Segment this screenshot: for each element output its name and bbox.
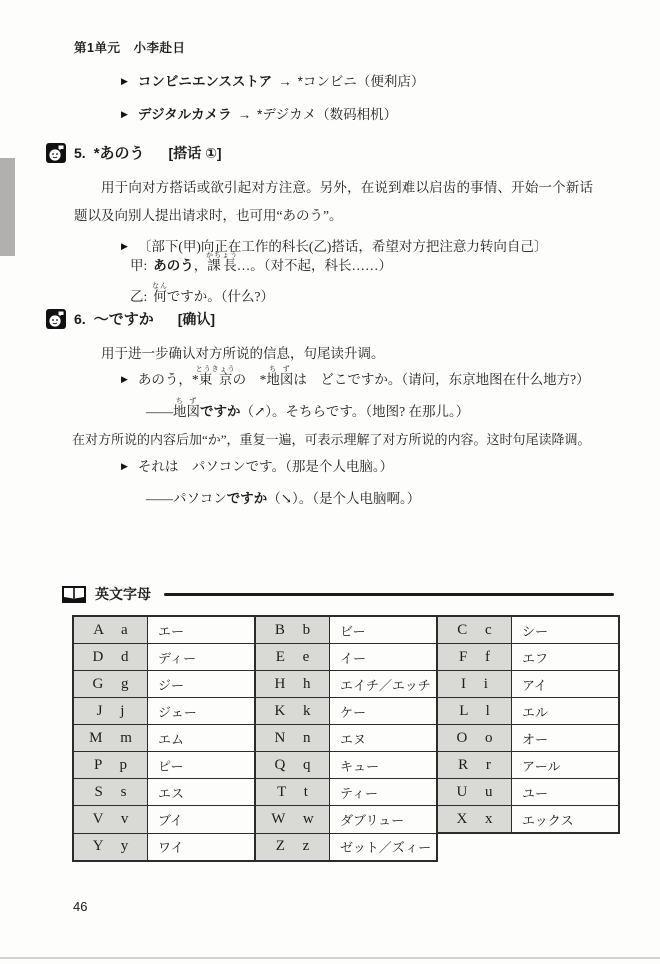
alphabet-kana-cell: エム [148, 725, 256, 752]
alphabet-letter-cell: L l [437, 698, 512, 725]
alphabet-kana-cell: ジー [148, 671, 256, 698]
alphabet-letter-cell: O o [437, 725, 512, 752]
alphabet-kana-cell: エス [148, 779, 256, 806]
furigana-reading: ちず [173, 398, 200, 405]
open-book-icon [62, 586, 86, 603]
alphabet-kana-cell: ゼット／ズィー [330, 833, 438, 861]
bullet-triangle-icon: ▶ [121, 109, 128, 119]
bullet-triangle-icon: ▶ [121, 76, 128, 86]
vocab-item [121, 103, 397, 123]
alphabet-letter-cell: Y y [73, 833, 148, 861]
alphabet-letter-cell: G g [73, 671, 148, 698]
alphabet-row [73, 806, 619, 834]
kanji-text: 地図 [266, 372, 294, 387]
kanji-text: 課長 [206, 258, 239, 273]
alphabet-table-body [73, 616, 619, 861]
alphabet-kana-cell: エイチ／エッチ [330, 671, 438, 698]
alphabet-section-heading [62, 584, 614, 604]
vocab-result: *デジカメ（数码相机） [257, 107, 398, 122]
dialogue-text: ， [193, 258, 208, 273]
section-5-body: 用于向对方搭话或欲引起对方注意。另外，在说到难以启齿的事情、开始一个新话题以及向别人提出请求时，也可用“あのう”。 [74, 180, 593, 223]
emphasized-word: ですか [200, 404, 241, 419]
section-tag: [确认] [177, 310, 216, 327]
speaker-face-icon [46, 309, 66, 329]
alphabet-kana-cell: ブイ [148, 806, 256, 834]
alphabet-kana-cell: エフ [512, 644, 620, 671]
alphabet-empty-cell [512, 833, 620, 861]
alphabet-kana-cell: ダブリュー [330, 806, 438, 834]
alphabet-letter-cell: U u [437, 779, 512, 806]
vocab-source: コンビニエンスストア [137, 74, 273, 89]
alphabet-letter-cell: M m [73, 725, 148, 752]
vocab-result: *コンビニ（便利店） [297, 74, 425, 89]
alphabet-row [73, 698, 619, 725]
alphabet-letter-cell: D d [73, 644, 148, 671]
alphabet-kana-cell: エー [148, 616, 256, 644]
speaker-label: 甲: [130, 258, 148, 273]
example-text: は どこですか。（请问，东京地图在什么地方?） [293, 372, 590, 387]
reply-text: パソコン [173, 491, 227, 506]
alphabet-row [73, 833, 619, 861]
furigana-reading: かちょう [206, 252, 239, 259]
alphabet-letter-cell: W w [255, 806, 330, 834]
section-number: 5. [74, 144, 86, 161]
example-text: それは パソコンです。（那是个人电脑。） [137, 459, 394, 474]
alphabet-kana-cell: ワイ [148, 833, 256, 861]
reply-dash: —— [146, 404, 173, 419]
alphabet-table [72, 615, 620, 862]
bullet-triangle-icon: ▶ [121, 374, 128, 384]
bullet-triangle-icon: ▶ [121, 241, 128, 251]
example-context-text: 〔部下(甲)向正在工作的科长(乙)搭话，希望对方把注意力转向自己〕 [137, 239, 548, 254]
section-6-example1 [121, 366, 590, 388]
vocab-item [121, 70, 424, 90]
page-edge-tab [0, 158, 15, 256]
kanji-text: 東京 [195, 372, 236, 387]
section-title: ～ですか [93, 311, 154, 328]
alphabet-letter-cell: H h [255, 671, 330, 698]
alphabet-kana-cell: エックス [512, 806, 620, 834]
alphabet-letter-cell: K k [255, 698, 330, 725]
example-text: の * [232, 372, 267, 387]
section-6-body1: 用于进一步确认对方所说的信息，句尾读升调。 [101, 346, 385, 361]
alphabet-letter-cell: J j [73, 698, 148, 725]
alphabet-letter-cell: T t [255, 779, 330, 806]
alphabet-row [73, 644, 619, 671]
furigana-reading: とうきょう [195, 366, 236, 373]
furigana-word [152, 283, 169, 304]
alphabet-kana-cell: アール [512, 752, 620, 779]
alphabet-letter-cell: V v [73, 806, 148, 834]
reply-dash: —— [146, 491, 173, 506]
section-number: 6. [74, 310, 86, 327]
bullet-triangle-icon: ▶ [121, 461, 128, 471]
alphabet-row [73, 779, 619, 806]
alphabet-letter-cell: S s [73, 779, 148, 806]
page-number: 46 [73, 899, 88, 914]
furigana-reading: なん [152, 283, 169, 290]
alphabet-letter-cell: I i [437, 671, 512, 698]
alphabet-letter-cell: E e [255, 644, 330, 671]
alphabet-letter-cell: Q q [255, 752, 330, 779]
furigana-word [206, 252, 239, 273]
section-6-example2 [121, 455, 393, 475]
dialogue-text: ですか。（什么?） [166, 289, 275, 304]
reply-text: （↗）。そちらです。（地图? 在那儿。） [240, 404, 470, 419]
alphabet-letter-cell: N n [255, 725, 330, 752]
dialogue-line-a [130, 252, 392, 274]
alphabet-kana-cell: ユー [512, 779, 620, 806]
dialogue-text: …。（对不起，科长……） [236, 258, 393, 273]
alphabet-kana-cell: ジェー [148, 698, 256, 725]
alphabet-letter-cell: F f [437, 644, 512, 671]
alphabet-letter-cell: Z z [255, 833, 330, 861]
alphabet-row [73, 752, 619, 779]
alphabet-kana-cell: オー [512, 725, 620, 752]
kanji-text: 地図 [173, 404, 200, 419]
dialogue-line-b [130, 283, 274, 305]
page-bottom-edge [0, 957, 660, 959]
alphabet-letter-cell: B b [255, 616, 330, 644]
alphabet-empty-cell [437, 833, 512, 861]
alphabet-kana-cell: ティー [330, 779, 438, 806]
alphabet-kana-cell: ビー [330, 616, 438, 644]
alphabet-kana-cell: ピー [148, 752, 256, 779]
arrow-icon: → [237, 107, 252, 122]
emphasized-word: あのう [153, 258, 194, 273]
alphabet-kana-cell: シー [512, 616, 620, 644]
speaker-label: 乙: [130, 289, 148, 304]
alphabet-letter-cell: R r [437, 752, 512, 779]
section-6-heading [46, 308, 215, 329]
furigana-word [266, 366, 294, 387]
speaker-face-icon [46, 143, 66, 163]
section-6-reply1 [146, 398, 469, 420]
unit-header: 第1单元 小李赴日 [74, 41, 186, 55]
alphabet-row [73, 616, 619, 644]
reply-text: （↘）。（是个人电脑啊。） [267, 491, 421, 506]
alphabet-kana-cell: ケー [330, 698, 438, 725]
vocab-source: デジタルカメラ [137, 107, 232, 122]
alphabet-row [73, 671, 619, 698]
example-text: あのう，* [137, 372, 199, 387]
alphabet-letter-cell: C c [437, 616, 512, 644]
furigana-reading: ちず [266, 366, 294, 373]
alphabet-kana-cell: キュー [330, 752, 438, 779]
alphabet-kana-cell: イー [330, 644, 438, 671]
section-5-heading [46, 142, 222, 163]
alphabet-letter-cell: A a [73, 616, 148, 644]
alphabet-kana-cell: エル [512, 698, 620, 725]
section-title: *あのう [93, 145, 145, 162]
alphabet-heading-label: 英文字母 [95, 586, 151, 602]
alphabet-kana-cell: エヌ [330, 725, 438, 752]
alphabet-kana-cell: ディー [148, 644, 256, 671]
furigana-word [195, 366, 236, 387]
alphabet-letter-cell: X x [437, 806, 512, 834]
furigana-word [173, 398, 200, 419]
alphabet-row [73, 725, 619, 752]
alphabet-kana-cell: アイ [512, 671, 620, 698]
kanji-text: 何 [152, 289, 169, 304]
section-tag: [搭话 ①] [168, 144, 222, 161]
section-6-reply2 [146, 487, 420, 507]
section-6-body2: 在对方所说的内容后加“か”，重复一遍，可表示理解了对方所说的内容。这时句尾读降调。 [72, 432, 591, 447]
arrow-icon: → [278, 74, 292, 89]
heading-rule [164, 593, 614, 596]
alphabet-letter-cell: P p [73, 752, 148, 779]
emphasized-word: ですか [226, 491, 268, 506]
